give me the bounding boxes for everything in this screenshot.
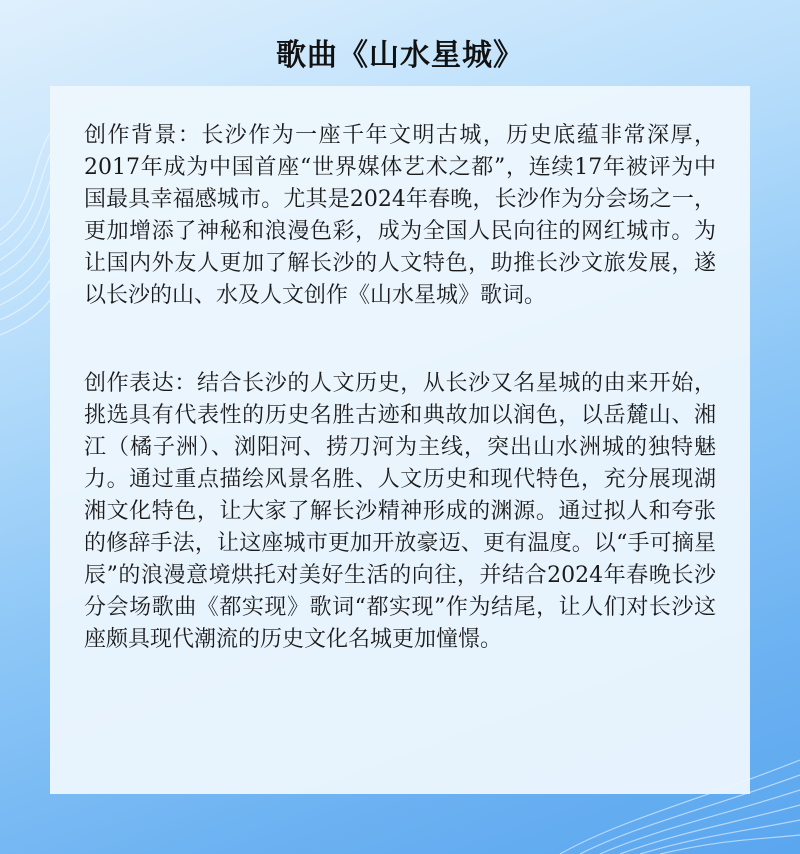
section-expression-label: 创作表达： — [84, 371, 197, 396]
section-background-text: 长沙作为一座千年文明古城，历史底蕴非常深厚，2017年成为中国首座“世界媒体艺术之都”，连续17年被评为中国最具幸福感城市。尤其是2024年春晚，长沙作为分会场之一，更加增添了神秘和浪漫色彩，成为全国人民向往的网红城市。为让国内外友人更加了解长沙的人文特色，助推长沙文旅发展，遂以长沙的山、水及人文创作《山水星城》歌词。 — [84, 123, 716, 308]
page-title: 歌曲《山水星城》 — [276, 38, 524, 73]
section-background-label: 创作背景： — [84, 123, 202, 148]
content-card — [50, 86, 750, 794]
section-expression — [84, 368, 716, 656]
section-background — [84, 120, 716, 312]
section-expression-text: 结合长沙的人文历史，从长沙又名星城的由来开始，挑选具有代表性的历史名胜古迹和典故加以润色，以岳麓山、湘江（橘子洲）、浏阳河、捞刀河为主线，突出山水洲城的独特魅力。通过重点描绘风景名胜、人文历史和现代特色，充分展现湖湘文化特色，让大家了解长沙精神形成的渊源。通过拟人和夸张的修辞手法，让这座城市更加开放豪迈、更有温度。以“手可摘星辰”的浪漫意境烘托对美好生活的向往，并结合2024年春晚长沙分会场歌曲《都实现》歌词“都实现”作为结尾，让人们对长沙这座颇具现代潮流的历史文化名城更加憧憬。 — [84, 371, 716, 652]
